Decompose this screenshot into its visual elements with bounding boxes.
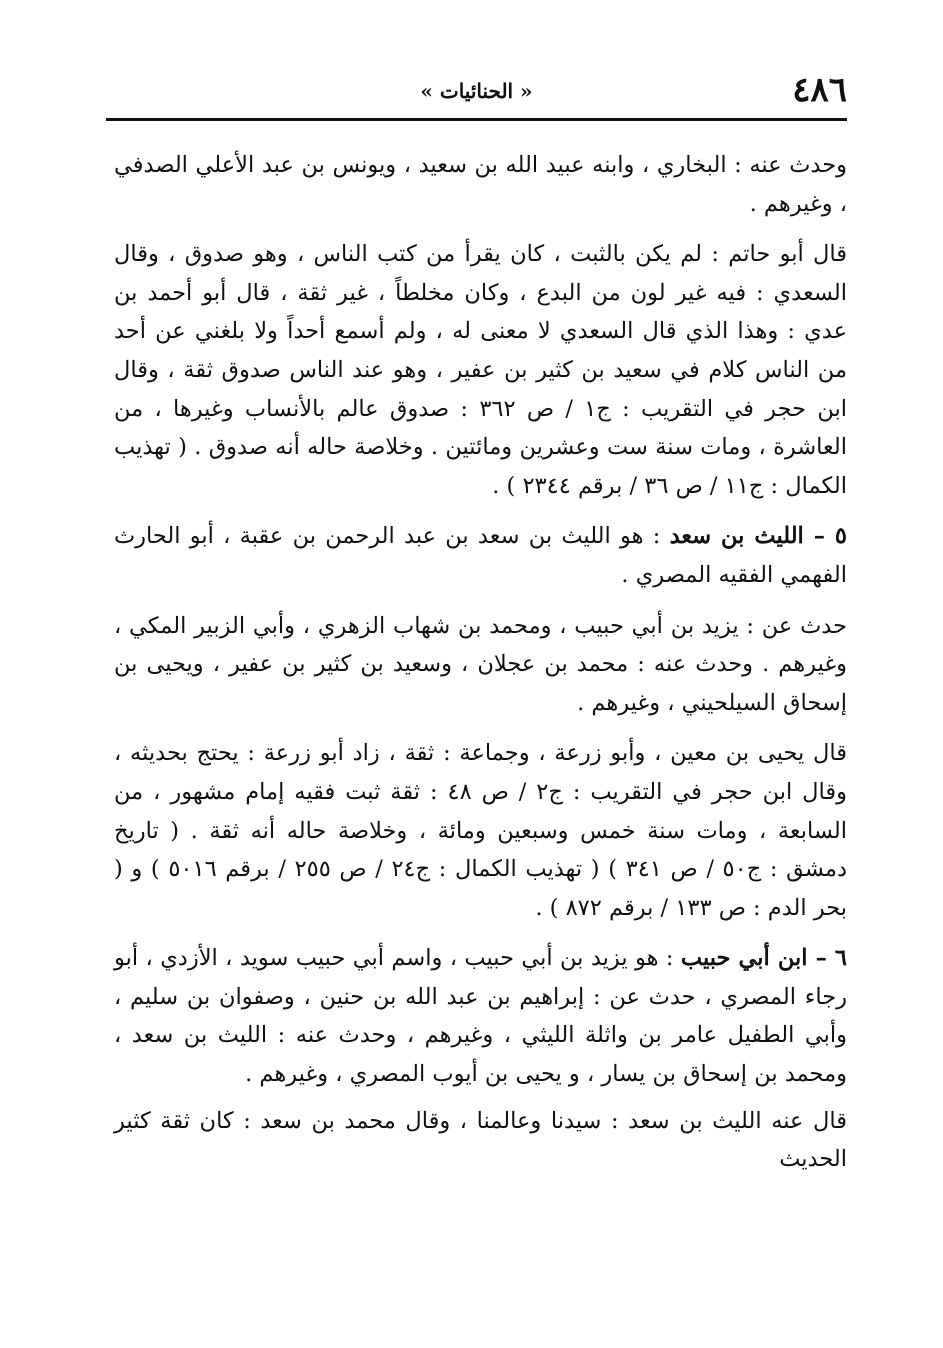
paragraph-laith-narrators [114,607,847,723]
paragraph-text: قال أبو حاتم : لم يكن بالثبت ، كان يقرأ من كتب الناس ، وهو صدوق ، وقال السعدي : فيه غير لون من البدع ، وكان مخلطاً ، غير ثقة ، قال أبو أحمد بن عدي : وهذا الذي قال السعدي لا معنى له ، ولم أسمع أحداً ولا بلغني عن أحد من الناس كلام في سعيد بن كثير بن عفير ، وهو عند الناس صدوق ثقة ، وقال ابن حجر في التقريب : ج١ / ص ٣٦٢ : صدوق عالم بالأنساب وغيرها ، من العاشرة ، ومات سنة ست وعشرين ومائتين . وخلاصة حاله أنه صدوق . ( تهذيب الكمال : ج١١ / ص ٣٦ / برقم ٢٣٤٤ ) . [114,241,847,499]
paragraph-text: قال يحيى بن معين ، وأبو زرعة ، وجماعة : ثقة ، زاد أبو زرعة : يحتج بحديثه ، وقال ابن حجر في التقريب : ج٢ / ص ٤٨ : ثقة ثبت فقيه إمام مشهور ، من السابعة ، ومات سنة خمس وسبعين ومائة ، وخلاصة حاله أنه ثقة . ( تاريخ دمشق : ج٥٠ / ص ٣٤١ ) ( تهذيب الكمال : ج٢٤ / ص ٢٥٥ / برقم ٥٠١٦ ) و ( بحر الدم : ص ١٣٣ / برقم ٨٧٢ ) . [114,740,848,921]
paragraph-narrators-from-him [114,146,847,223]
page-number: ٤٨٦ [792,70,847,110]
header-rule [106,118,847,121]
page-header [106,70,847,112]
entry-heading: ٦ – ابن أبي حبيب [680,945,848,972]
paragraph-critique-saeed [114,235,847,505]
paragraph-laith-critique [114,734,847,927]
paragraph-text: وحدث عنه : البخاري ، وابنه عبيد الله بن سعيد ، ويونس بن عبد الأعلي الصدفي ، وغيرهم . [114,152,847,217]
running-title: « الحنائيات » [420,79,533,103]
paragraph-text: : هو الليث بن سعد بن عبد الرحمن بن عقبة ، أبو الحارث الفهمي الفقيه المصري . [114,523,847,588]
paragraph-text: قال عنه الليث بن سعد : سيدنا وعالمنا ، وقال محمد بن سعد : كان ثقة كثير الحديث [114,1107,847,1173]
entry-heading: ٥ – الليث بن سعد [669,523,847,550]
paragraph-text: حدث عن : يزيد بن أبي حبيب ، ومحمد بن شهاب الزهري ، وأبي الزبير المكي ، وغيرهم . وحدث عنه : محمد بن عجلان ، وسعيد بن كثير بن عفير ، ويحيى بن إسحاق السيلحيني ، وغيرهم . [114,612,847,716]
page-body [114,146,847,1191]
paragraph-text: : هو يزيد بن أبي حبيب ، واسم أبي حبيب سويد ، الأزدي ، أبو رجاء المصري ، حدث عن : إبراهيم بن عبد الله بن حنين ، وصفوان بن سليم ، وأبي الطفيل عامر بن واثلة الليثي ، وغيرهم ، وحدث عنه : الليث بن سعد ، ومحمد بن إسحاق بن يسار ، و يحيى بن أيوب المصري ، وغيرهم . [114,945,847,1088]
entry-5-laith-ibn-saad [114,517,847,594]
entry-6-ibn-abi-habib [114,939,847,1093]
paragraph-ibn-abi-habib-critique [114,1102,847,1179]
